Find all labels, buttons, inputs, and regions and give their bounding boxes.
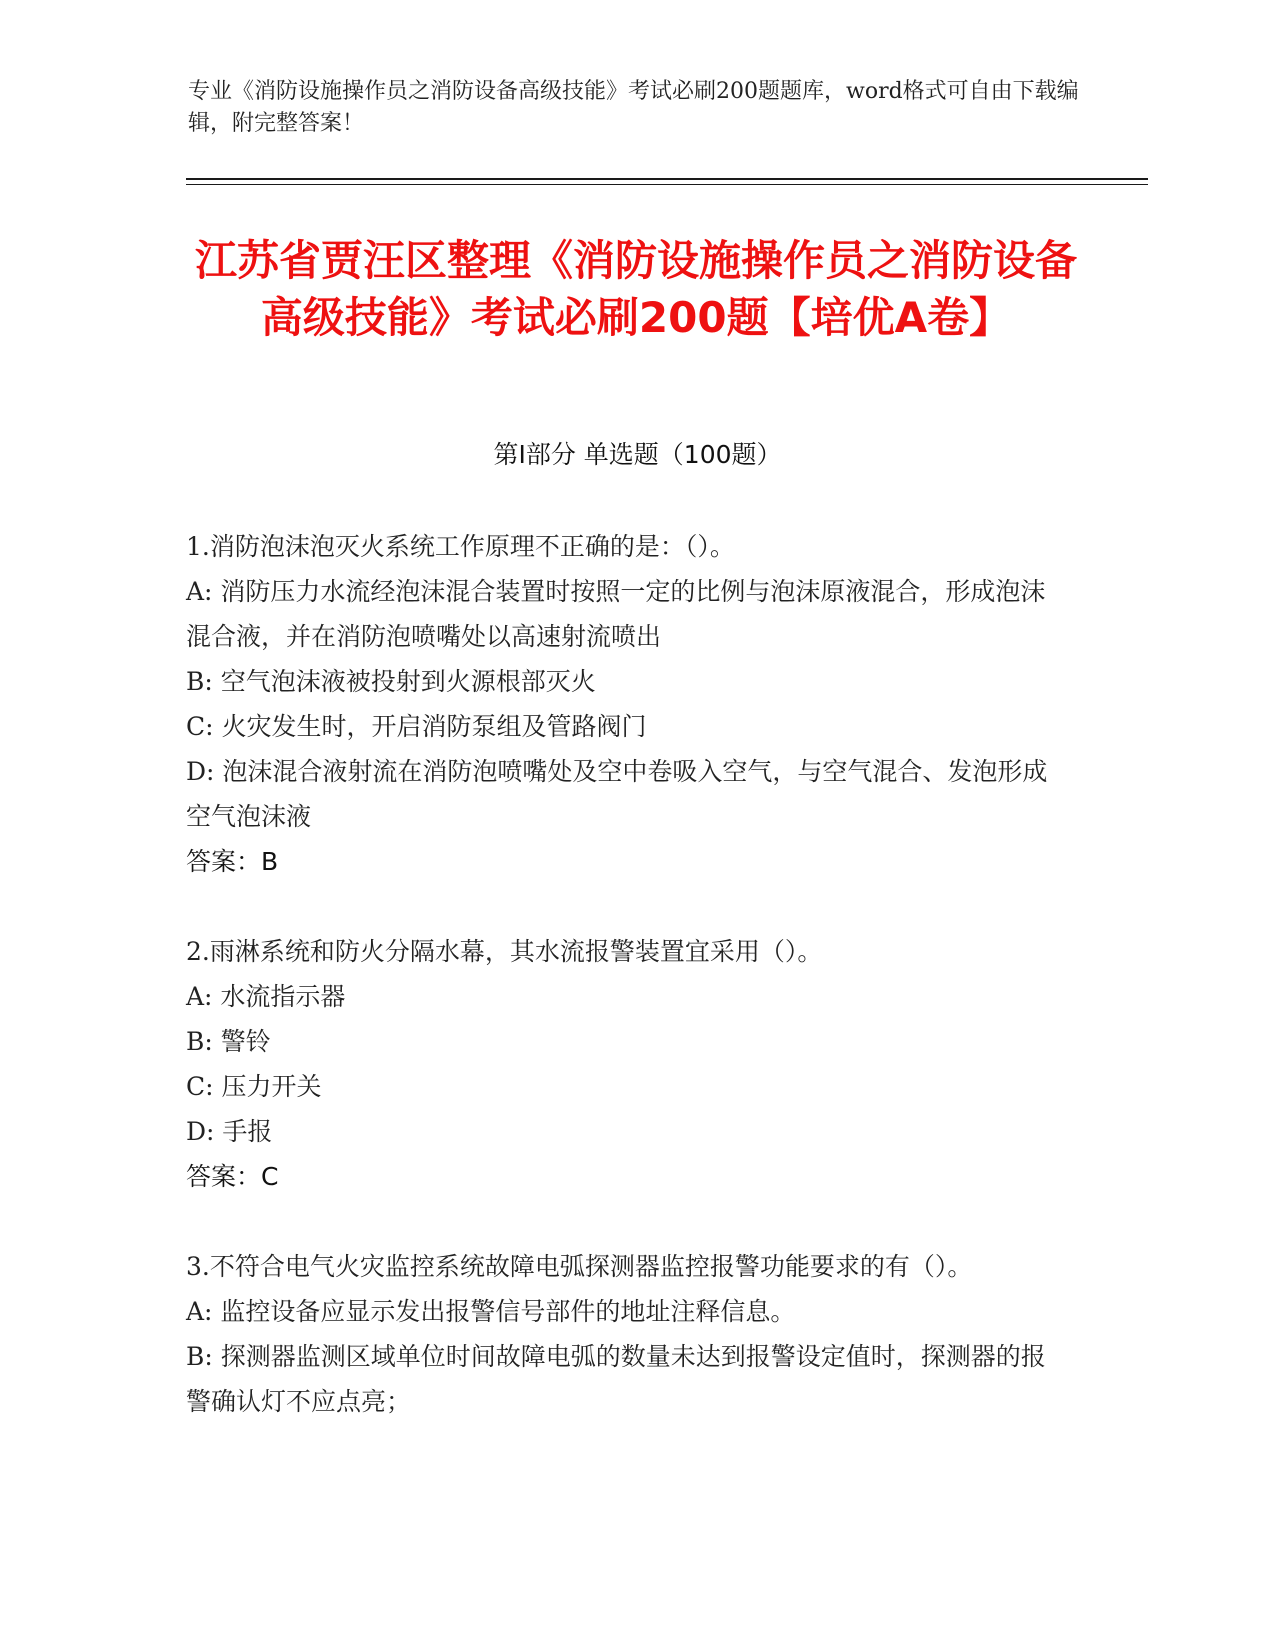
header-note: 专业《消防设施操作员之消防设备高级技能》考试必刷200题题库，word格式可自由下载编辑，附完整答案！ bbox=[188, 79, 1079, 136]
option-a: A: 监控设备应显示发出报警信号部件的地址注释信息。 bbox=[186, 1297, 796, 1326]
option-c: C: 火灾发生时，开启消防泵组及管路阀门 bbox=[186, 712, 647, 741]
header-divider-thin bbox=[186, 184, 1148, 185]
option-a: A: 水流指示器 bbox=[186, 982, 346, 1011]
section-heading: 第I部分 单选题（100题） bbox=[493, 440, 782, 469]
document-title: 江苏省贾汪区整理《消防设施操作员之消防设备高级技能》考试必刷200题【培优A卷】 bbox=[194, 236, 1077, 342]
question-stem: 2.雨淋系统和防火分隔水幕，其水流报警装置宜采用（）。 bbox=[186, 937, 823, 966]
header-divider-thick bbox=[186, 178, 1148, 180]
option-b: B: 探测器监测区域单位时间故障电弧的数量未达到报警设定值时，探测器的报警确认灯不应点亮； bbox=[186, 1342, 1046, 1416]
answer-line: 答案：B bbox=[186, 847, 279, 876]
option-b: B: 空气泡沫液被投射到火源根部灭火 bbox=[186, 667, 596, 696]
question-list bbox=[186, 524, 1066, 1424]
question-stem: 1.消防泡沫泡灭火系统工作原理不正确的是：（）。 bbox=[186, 532, 735, 561]
question-3 bbox=[186, 1244, 1066, 1424]
question-stem: 3.不符合电气火灾监控系统故障电弧探测器监控报警功能要求的有（）。 bbox=[186, 1252, 973, 1281]
option-d: D: 泡沫混合液射流在消防泡喷嘴处及空中卷吸入空气，与空气混合、发泡形成空气泡沫液 bbox=[186, 757, 1048, 831]
option-b: B: 警铃 bbox=[186, 1027, 271, 1056]
answer-line: 答案：C bbox=[186, 1162, 279, 1191]
question-spacer bbox=[186, 1199, 1066, 1244]
question-spacer bbox=[186, 884, 1066, 929]
option-a: A: 消防压力水流经泡沫混合装置时按照一定的比例与泡沫原液混合，形成泡沫混合液，并在消防泡喷嘴处以高速射流喷出 bbox=[186, 577, 1046, 651]
question-2 bbox=[186, 929, 1066, 1199]
option-d: D: 手报 bbox=[186, 1117, 273, 1146]
option-c: C: 压力开关 bbox=[186, 1072, 322, 1101]
question-1 bbox=[186, 524, 1066, 884]
